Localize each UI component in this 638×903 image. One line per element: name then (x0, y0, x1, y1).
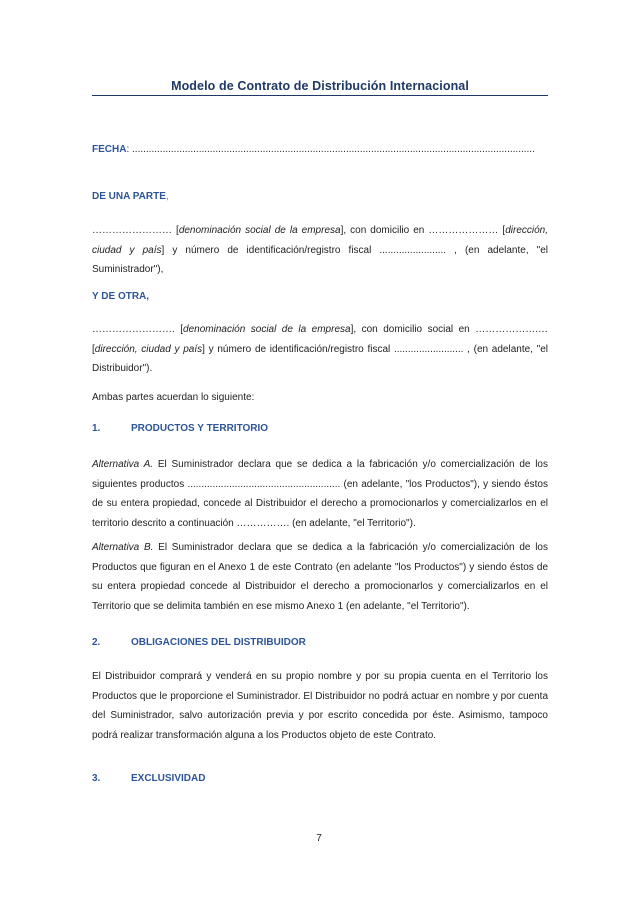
parte2-text-2: ], con domicilio social en ……………….… [ (92, 324, 548, 355)
document-title: Modelo de Contrato de Distribución Internacional (171, 79, 469, 93)
alternativa-b-label: Alternativa B. (92, 542, 154, 553)
section-1-number: 1. (92, 423, 101, 434)
section-2-heading (92, 637, 548, 648)
parte2-heading: Y DE OTRA, (92, 291, 150, 302)
parte1-heading (92, 191, 169, 202)
parte1-italic-2: dirección, ciudad y país (92, 225, 549, 256)
parte2-text-3: ] y número de identificación/registro fiscal ......................... , (en adelante, "el Distribuidor"). (92, 343, 548, 374)
alternativa-b-text: El Suministrador declara que se dedica a la fabricación y/o comercialización de los Productos que figuran en el Anexo 1 de este Contrato (en adelante "los Productos") y siendo éstos de su entera propiedad concede al Distribuidor el derecho a promocionarlos y comercializarlos en el Territorio que se delimita también en ese mismo Anexo 1 (en adelante, "el Territorio"). (92, 542, 548, 612)
section-1-heading (92, 423, 548, 434)
section-1-title: PRODUCTOS Y TERRITORIO (131, 423, 269, 434)
parte2-paragraph (92, 320, 548, 379)
fecha-dots: : ................................................................................................................................................. (126, 144, 535, 155)
section-2-number: 2. (92, 637, 101, 648)
section-3-title: EXCLUSIVIDAD (131, 773, 206, 784)
parte1-text-1: [ (172, 225, 179, 236)
fecha-label: FECHA (92, 144, 127, 155)
alternativa-a-text: El Suministrador declara que se dedica a la fabricación y/o comercialización de los siguientes productos ....................................................... (en adelante, "los Productos"), y siendo éstos de su entera propiedad, concede al Distribuidor el derecho a promocionarlos y comercializarlos en el territorio descrito a continuación ……………. (en adelante, "el Territorio"). (92, 459, 548, 529)
parte1-heading-text: DE UNA PARTE (92, 191, 166, 202)
section-2-title: OBLIGACIONES DEL DISTRIBUIDOR (131, 637, 306, 648)
parte2-italic-2: dirección, ciudad y país (94, 343, 203, 355)
acuerdan-paragraph: Ambas partes acuerdan lo siguiente: (92, 392, 255, 403)
page-number: 7 (316, 833, 322, 844)
parte1-heading-comma: , (165, 191, 169, 202)
parte1-paragraph (92, 221, 548, 280)
fecha-line (92, 144, 535, 155)
alternativa-b-paragraph (92, 538, 548, 616)
section-3-heading (92, 773, 548, 784)
parte1-text-2: ], con domicilio en ………………… [ (340, 225, 506, 236)
obligaciones-paragraph: El Distribuidor comprará y venderá en su propio nombre y por su propia cuenta en el Territorio los Productos que le proporcione el Suministrador. El Distribuidor no podrá actuar en nombre y por cuenta del Suministrador, salvo autorización previa y por escrito concedida por éste. Asimismo, tampoco podrá realizar transformación alguna a los Productos objeto de este Contrato. (92, 671, 548, 741)
parte1-dots: …………………… (92, 225, 172, 236)
parte1-italic-1: denominación social de la empresa (178, 225, 341, 236)
parte1-text-3: ] y número de identificación/registro fiscal ........................ , (en adelante, "el Suministrador"), (92, 244, 549, 275)
parte2-italic-1: denominación social de la empresa (183, 324, 351, 335)
alternativa-a-paragraph (92, 455, 548, 533)
title-underline (92, 95, 548, 96)
parte2-text-1: . [ (172, 324, 184, 335)
alternativa-a-label: Alternativa A. (92, 459, 154, 470)
parte2-dots: …………………… (92, 324, 172, 335)
section-3-number: 3. (92, 773, 101, 784)
